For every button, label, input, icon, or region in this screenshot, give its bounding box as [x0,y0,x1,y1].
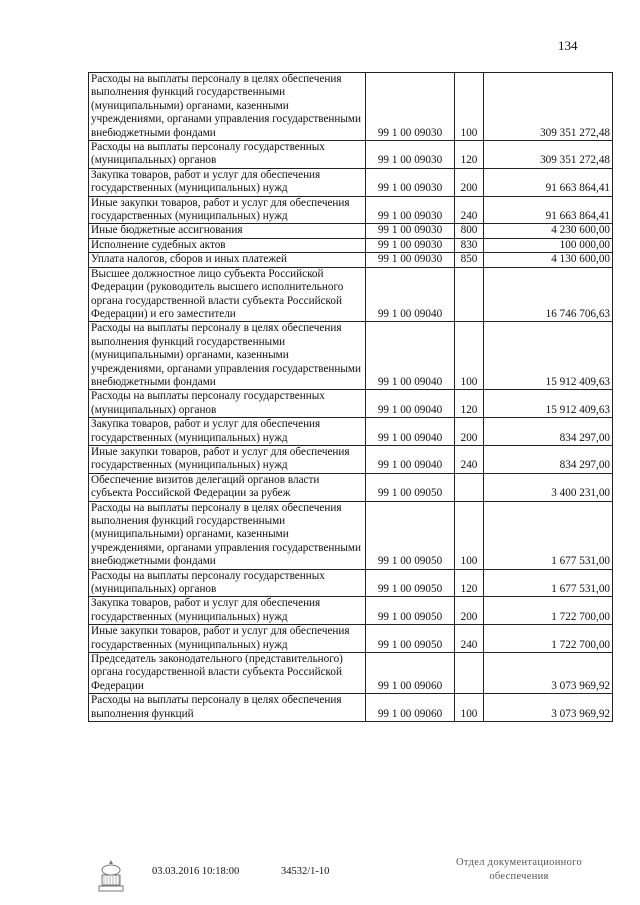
table-row [89,322,613,390]
footer-document-number: 34532/1-10 [281,866,330,877]
row-sum: 309 351 272,48 [484,141,613,169]
row-name: Иные закупки товаров, работ и услуг для обеспечения государственных (муниципальных) нужд [89,625,366,653]
row-sum: 1 677 531,00 [484,569,613,597]
row-code: 99 1 00 09040 [366,322,455,390]
row-expense-type: 800 [455,224,484,238]
row-code: 99 1 00 09040 [366,418,455,446]
row-expense-type: 200 [455,597,484,625]
row-sum: 3 073 969,92 [484,694,613,722]
table-row [89,597,613,625]
row-sum: 15 912 409,63 [484,322,613,390]
table-row [89,625,613,653]
row-sum: 1 722 700,00 [484,625,613,653]
row-code: 99 1 00 09030 [366,73,455,141]
footer-date: 03.03.2016 10:18:00 [152,866,240,877]
row-expense-type: 830 [455,238,484,252]
row-name: Исполнение судебных актов [89,238,366,252]
table-row [89,253,613,267]
row-name: Закупка товаров, работ и услуг для обеспечения государственных (муниципальных) нужд [89,418,366,446]
row-name: Высшее должностное лицо субъекта Российской Федерации (руководитель высшего исполнительного органа государственной власти субъекта Российской Федерации) и его заместители [89,267,366,322]
table-row [89,168,613,196]
table-row [89,267,613,322]
row-expense-type: 120 [455,569,484,597]
row-name: Иные закупки товаров, работ и услуг для обеспечения государственных (муниципальных) нужд [89,196,366,224]
stamp-line-1: Отдел документационного [455,857,583,868]
row-name: Закупка товаров, работ и услуг для обеспечения государственных (муниципальных) нужд [89,597,366,625]
row-code: 99 1 00 09030 [366,196,455,224]
row-expense-type: 240 [455,625,484,653]
row-sum: 15 912 409,63 [484,390,613,418]
row-expense-type [455,267,484,322]
row-name: Расходы на выплаты персоналу в целях обеспечения выполнения функций государственными (муниципальными) органами, казенными учреждениями, органами управления государственными внебюджетными фондами [89,501,366,569]
budget-table [88,72,613,722]
row-code: 99 1 00 09060 [366,653,455,694]
row-expense-type: 850 [455,253,484,267]
department-stamp [444,856,594,884]
row-code: 99 1 00 09050 [366,473,455,501]
table-row [89,196,613,224]
stamp-line-2: обеспечения [489,871,549,882]
budget-table-body [89,73,613,722]
row-sum: 4 130 600,00 [484,253,613,267]
table-row [89,238,613,252]
table-row [89,73,613,141]
table-row [89,501,613,569]
row-sum: 16 746 706,63 [484,267,613,322]
row-expense-type: 100 [455,73,484,141]
table-row [89,569,613,597]
row-name: Расходы на выплаты персоналу в целях обеспечения выполнения функций государственными (муниципальными) органами, казенными учреждениями, органами управления государственными внебюджетными фондами [89,73,366,141]
row-expense-type [455,653,484,694]
row-name: Расходы на выплаты персоналу государственных (муниципальных) органов [89,390,366,418]
row-name: Уплата налогов, сборов и иных платежей [89,253,366,267]
table-row [89,473,613,501]
row-code: 99 1 00 09040 [366,390,455,418]
row-expense-type [455,473,484,501]
row-sum: 91 663 864,41 [484,168,613,196]
page-number: 134 [558,38,578,53]
row-code: 99 1 00 09040 [366,445,455,473]
row-expense-type: 240 [455,196,484,224]
row-name: Председатель законодательного (представительного) органа государственной власти субъекта Российской Федерации [89,653,366,694]
row-sum: 100 000,00 [484,238,613,252]
row-code: 99 1 00 09060 [366,694,455,722]
row-code: 99 1 00 09050 [366,597,455,625]
row-sum: 834 297,00 [484,445,613,473]
row-name: Иные закупки товаров, работ и услуг для обеспечения государственных (муниципальных) нужд [89,445,366,473]
row-code: 99 1 00 09040 [366,267,455,322]
row-expense-type: 200 [455,168,484,196]
table-row [89,141,613,169]
row-name: Расходы на выплаты персоналу государственных (муниципальных) органов [89,569,366,597]
row-sum: 309 351 272,48 [484,73,613,141]
row-code: 99 1 00 09030 [366,168,455,196]
row-name: Расходы на выплаты персоналу в целях обеспечения выполнения функций государственными (муниципальными) органами, казенными учреждениями, органами управления государственными внебюджетными фондами [89,322,366,390]
row-sum: 91 663 864,41 [484,196,613,224]
row-code: 99 1 00 09030 [366,238,455,252]
row-code: 99 1 00 09030 [366,253,455,267]
row-code: 99 1 00 09050 [366,501,455,569]
row-expense-type: 120 [455,390,484,418]
row-sum: 834 297,00 [484,418,613,446]
row-sum: 3 400 231,00 [484,473,613,501]
row-name: Расходы на выплаты персоналу государственных (муниципальных) органов [89,141,366,169]
table-row [89,390,613,418]
row-sum: 3 073 969,92 [484,653,613,694]
row-sum: 1 722 700,00 [484,597,613,625]
table-row [89,418,613,446]
row-sum: 1 677 531,00 [484,501,613,569]
row-code: 99 1 00 09050 [366,569,455,597]
row-sum: 4 230 600,00 [484,224,613,238]
row-expense-type: 100 [455,322,484,390]
table-row [89,445,613,473]
row-name: Обеспечение визитов делегаций органов власти субъекта Российской Федерации за рубеж [89,473,366,501]
table-row [89,224,613,238]
row-expense-type: 120 [455,141,484,169]
row-code: 99 1 00 09030 [366,141,455,169]
row-expense-type: 200 [455,418,484,446]
row-expense-type: 100 [455,694,484,722]
row-code: 99 1 00 09030 [366,224,455,238]
row-expense-type: 240 [455,445,484,473]
emblem-icon [96,858,126,894]
row-name: Иные бюджетные ассигнования [89,224,366,238]
row-code: 99 1 00 09050 [366,625,455,653]
table-row [89,694,613,722]
row-name: Закупка товаров, работ и услуг для обеспечения государственных (муниципальных) нужд [89,168,366,196]
row-expense-type: 100 [455,501,484,569]
row-name: Расходы на выплаты персоналу в целях обеспечения выполнения функций [89,694,366,722]
table-row [89,653,613,694]
